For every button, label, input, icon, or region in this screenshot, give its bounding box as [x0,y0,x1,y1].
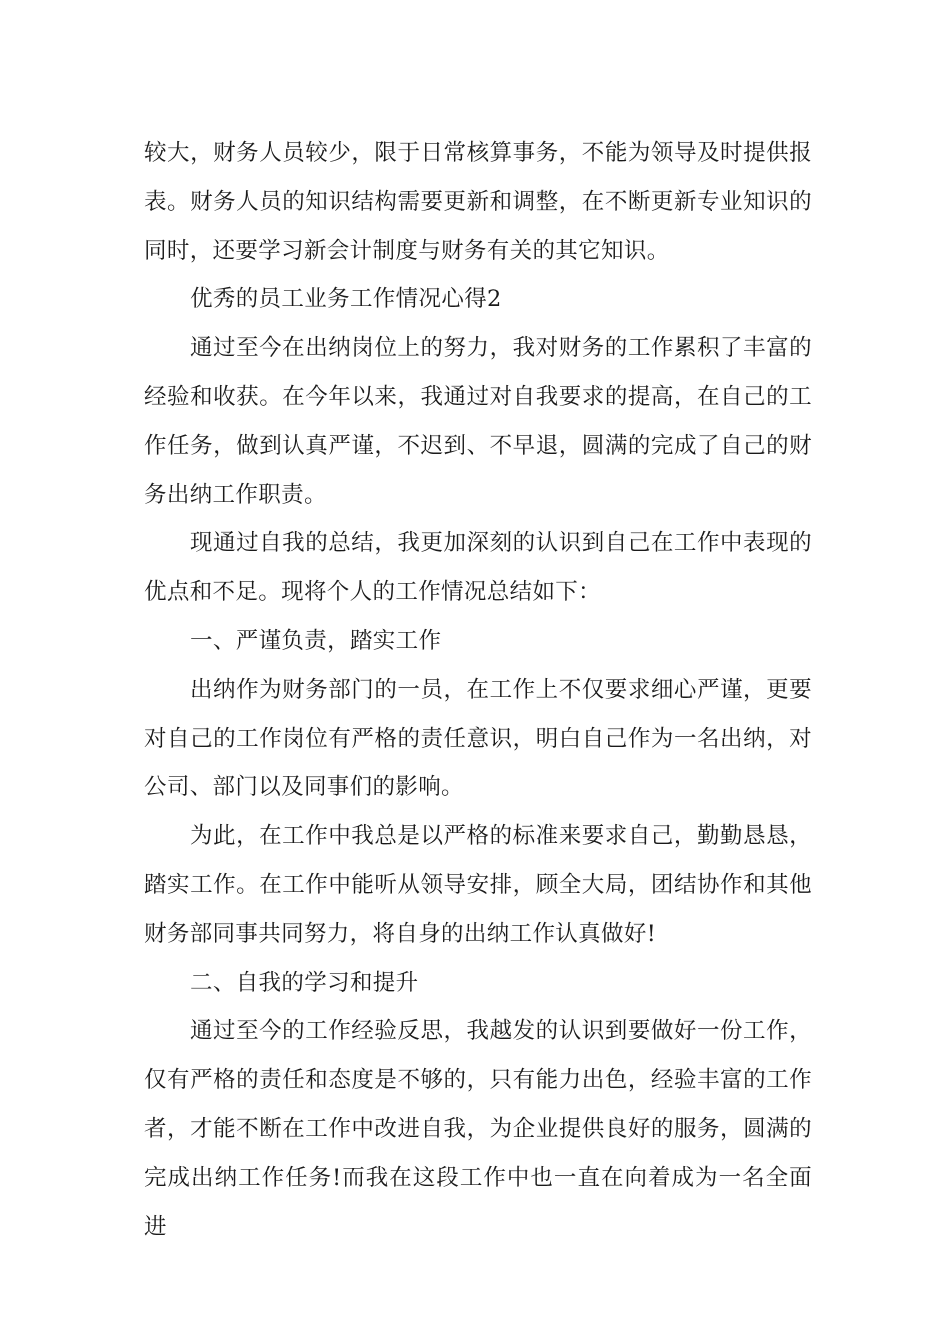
paragraph-learning: 通过至今的工作经验反思，我越发的认识到要做好一份工作，仅有严格的责任和态度是不够的，只有能力出色，经验丰富的工作者，才能不断在工作中改进自我，为企业提供良好的服务，圆满的完成出纳工作任务!而我在这段工作中也一直在向着成为一名全面进 [144,1018,812,1240]
paragraph-summary-lead: 现通过自我的总结，我更加深刻的认识到自己在工作中表现的优点和不足。现将个人的工作情况总结如下： [144,530,812,606]
subheading-one: 一、严谨负责，踏实工作 [190,627,442,654]
section-heading-2: 优秀的员工业务工作情况心得2 [190,286,502,313]
paragraph-intro: 通过至今在出纳岗位上的努力，我对财务的工作累积了丰富的经验和收获。在今年以来，我通过对自我要求的提高，在自己的工作任务，做到认真严谨，不迟到、不早退，圆满的完成了自己的财务出纳工作职责。 [144,335,812,508]
document-body [144,129,812,1251]
paragraph-continuation: 较大，财务人员较少，限于日常核算事务，不能为领导及时提供报表。财务人员的知识结构需要更新和调整，在不断更新专业知识的同时，还要学习新会计制度与财务有关的其它知识。 [144,140,812,264]
paragraph-diligence: 为此，在工作中我总是以严格的标准来要求自己，勤勤恳恳，踏实工作。在工作中能听从领导安排，顾全大局，团结协作和其他财务部同事共同努力，将自身的出纳工作认真做好! [144,823,812,947]
paragraph-responsibility: 出纳作为财务部门的一员，在工作上不仅要求细心严谨，更要对自己的工作岗位有严格的责任意识，明白自己作为一名出纳，对公司、部门以及同事们的影响。 [144,676,812,801]
subheading-two: 二、自我的学习和提升 [190,969,419,996]
